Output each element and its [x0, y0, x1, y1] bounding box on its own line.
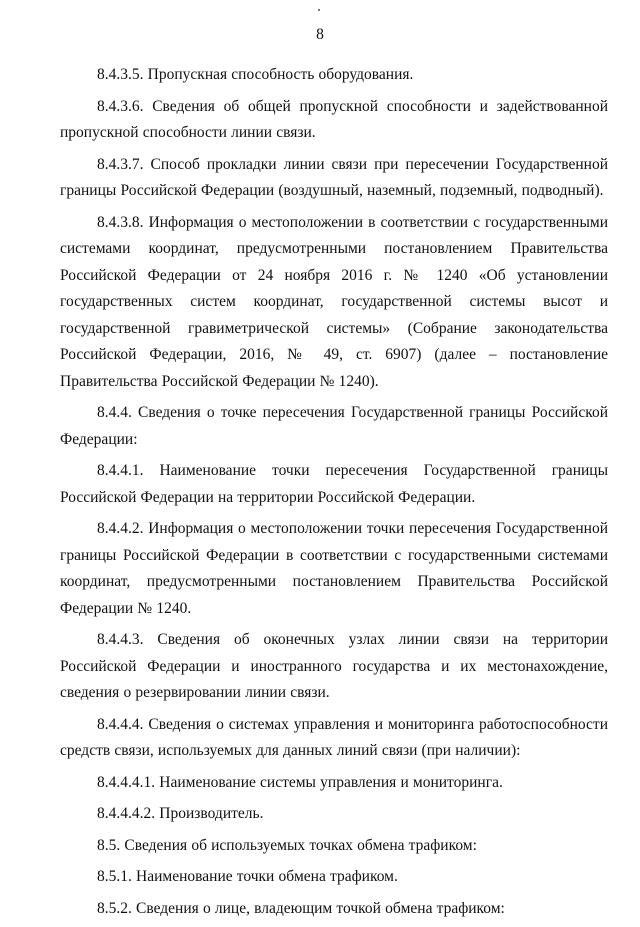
paragraph-8-4-4-4-1: 8.4.4.4.1. Наименование системы управления и мониторинга. — [97, 773, 503, 791]
paragraph-8-5-2: 8.5.2. Сведения о лице, владеющим точкой обмена трафиком: — [97, 899, 505, 917]
paragraph-8-4-3-7: 8.4.3.7. Способ прокладки линии связи при пересечении Государственной границы Российской Федерации (воздушный, наземный, подземный, подводный). — [60, 155, 608, 199]
paragraph-8-4-4: 8.4.4. Сведения о точке пересечения Государственной границы Российской Федерации: — [60, 404, 608, 448]
paragraph-8-4-3-6: 8.4.3.6. Сведения об общей пропускной способности и задействованной пропускной способности линии связи. — [60, 97, 608, 141]
paragraph-8-5-1: 8.5.1. Наименование точки обмена трафиком. — [97, 868, 398, 885]
paragraph-8-5: 8.5. Сведения об используемых точках обмена трафиком: — [97, 836, 477, 854]
paragraph-8-4-3-8: 8.4.3.8. Информация о местоположении в соответствии с государственными системами координат, предусмотренными постановлением Правительства Российской Федерации от 24 ноября 2016 г. № 1240 «Об установлении государственных систем координат, государственной системы высот и государственной гравиметрической системы» (Собрание законодательства Российской Федерации, 2016, № 49, ст. 6907) (далее – постановление Правительства Российской Федерации № 1240). — [60, 213, 608, 390]
paragraph-8-4-4-4-2: 8.4.4.4.2. Производитель. — [97, 805, 264, 822]
scan-speck — [318, 9, 320, 11]
page-number: 8 — [316, 26, 324, 43]
document-body — [60, 62, 608, 927]
paragraph-8-4-4-2: 8.4.4.2. Информация о местоположении точки пересечения Государственной границы Российской Федерации в соответствии с государственными системами координат, предусмотренными постановлением Правительства Российской Федерации № 1240. — [60, 520, 608, 617]
paragraph-8-4-4-4: 8.4.4.4. Сведения о системах управления и мониторинга работоспособности средств связи, используемых для данных линий связи (при наличии): — [60, 715, 608, 759]
paragraph-8-4-3-5: 8.4.3.5. Пропускная способность оборудования. — [97, 66, 414, 83]
paragraph-8-4-4-3: 8.4.4.3. Сведения об оконечных узлах линии связи на территории Российской Федерации и иностранного государства и их местонахождение, сведения о резервировании линии связи. — [60, 631, 608, 701]
paragraph-8-4-4-1: 8.4.4.1. Наименование точки пересечения Государственной границы Российской Федерации на территории Российской Федерации. — [60, 462, 608, 506]
